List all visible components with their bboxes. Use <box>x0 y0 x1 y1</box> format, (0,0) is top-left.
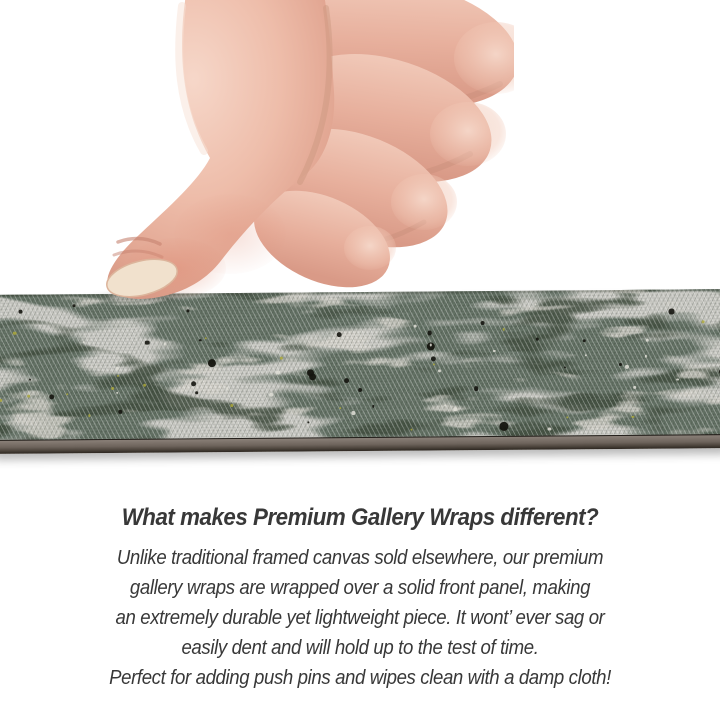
paint-speckle <box>0 399 2 402</box>
paint-speckle <box>13 331 17 335</box>
paint-speckle <box>474 386 478 390</box>
paint-speckle <box>336 332 341 337</box>
paint-speckle <box>270 393 274 397</box>
paint-speckle <box>633 386 636 389</box>
paint-speckle <box>564 366 566 368</box>
info-line-3: an extremely durable yet lightweight piece. It wont’ ever sag or <box>115 607 605 629</box>
paint-speckle <box>410 428 412 430</box>
paint-speckle <box>66 393 68 395</box>
paint-speckle <box>669 309 674 314</box>
paint-speckle <box>646 339 649 342</box>
paint-speckle <box>493 350 496 353</box>
paint-speckle <box>433 363 435 365</box>
paint-speckle <box>372 405 374 407</box>
paint-speckle <box>145 341 150 346</box>
paint-speckle <box>111 387 114 390</box>
paint-speckle <box>358 388 362 392</box>
info-text-block <box>25 502 695 693</box>
info-line-1: Unlike traditional framed canvas sold elsewhere, our premium <box>116 547 604 569</box>
paint-speckle <box>481 321 485 325</box>
paint-speckle <box>444 404 446 406</box>
paint-speckle <box>566 416 568 418</box>
paint-speckle <box>116 367 119 370</box>
paint-speckle <box>199 339 201 341</box>
paint-speckle <box>231 404 234 407</box>
paint-speckle <box>645 355 647 357</box>
paint-speckle <box>427 331 431 335</box>
hand-pressing-photo <box>78 0 514 310</box>
info-line-4: easily dent and will hold up to the test of time. <box>181 637 539 659</box>
info-heading: What makes Premium Gallery Wraps different? <box>121 504 599 531</box>
paint-speckle <box>27 394 30 397</box>
canvas-edge-photo <box>0 289 720 454</box>
paint-speckle <box>619 363 622 366</box>
info-line-2: gallery wraps are wrapped over a solid front panel, making <box>129 577 591 599</box>
paint-speckle <box>536 338 539 341</box>
paint-speckle <box>19 309 23 313</box>
paint-speckle <box>453 408 457 412</box>
paint-speckle <box>195 392 198 395</box>
info-line-5: Perfect for adding push pins and wipes clean with a damp cloth! <box>109 667 611 689</box>
paint-speckle <box>351 411 355 415</box>
paint-speckle <box>280 357 283 360</box>
paint-speckle <box>500 422 509 431</box>
paint-speckle <box>502 328 505 331</box>
canvas-weave-texture <box>0 289 720 454</box>
paint-speckle <box>119 410 123 414</box>
